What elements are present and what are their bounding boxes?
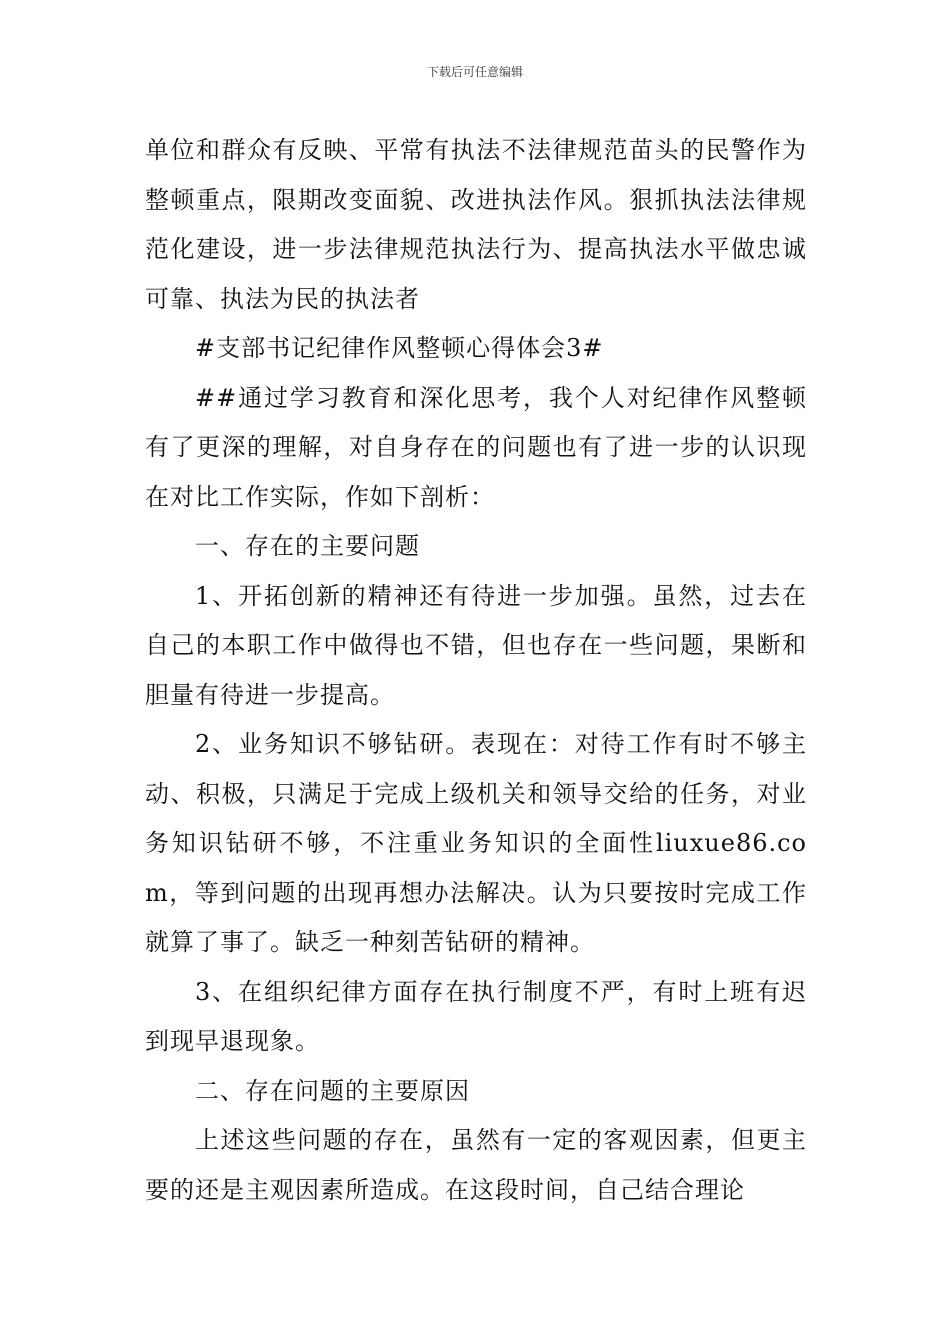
subheading-main-problems: 一、存在的主要问题 (195, 532, 420, 560)
problem-item-2: 2、业务知识不够钻研。表现在：对待工作有时不够主动、积极，只满足于完成上级机关和领导交给的任务，对业务知识钻研不够，不注重业务知识的全面性liuxue86.com，等到问题的出现再想办法解决。认为只要按时完成工作就算了事了。缺乏一种刻苦钻研的精神。 (145, 730, 807, 956)
paragraph-intro: ##通过学习教育和深化思考，我个人对纪律作风整顿有了更深的理解，对自身存在的问题也有了进一步的认识现在对比工作实际，作如下剖析： (145, 383, 807, 511)
document-body (145, 126, 807, 1215)
section-heading-3: #支部书记纪律作风整顿心得体会3# (195, 334, 604, 362)
problem-item-1: 1、开拓创新的精神还有待进一步加强。虽然，过去在自己的本职工作中做得也不错，但也存在一些问题，果断和胆量有待进一步提高。 (145, 581, 807, 709)
page-header-note: 下载后可任意编辑 (426, 65, 523, 79)
problem-item-3: 3、在组织纪律方面存在执行制度不严，有时上班有迟到现早退现象。 (145, 977, 807, 1055)
subheading-main-causes: 二、存在问题的主要原因 (195, 1076, 470, 1105)
paragraph-causes: 上述这些问题的存在，虽然有一定的客观因素，但更主要的还是主观因素所造成。在这段时间，自己结合理论 (145, 1126, 807, 1204)
paragraph-1: 单位和群众有反映、平常有执法不法律规范苗头的民警作为整顿重点，限期改变面貌、改进执法作风。狠抓执法法律规范化建设，进一步法律规范执法行为、提高执法水平做忠诚可靠、执法为民的执法者 (145, 136, 807, 313)
